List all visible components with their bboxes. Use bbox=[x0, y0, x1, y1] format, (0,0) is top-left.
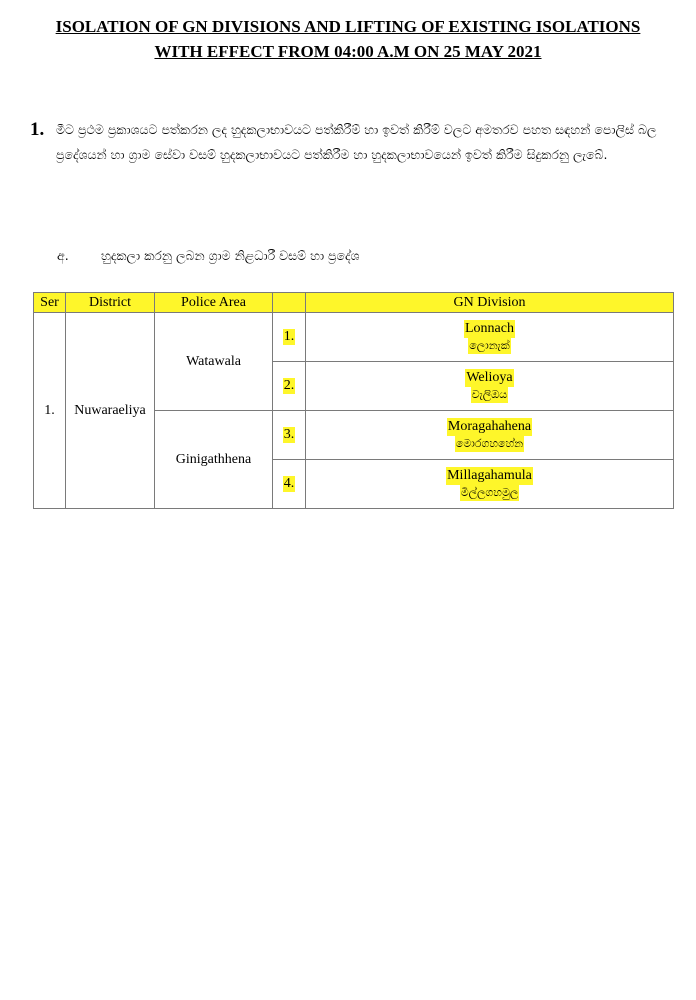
gn-division-cell bbox=[306, 411, 674, 460]
title-line-1: ISOLATION OF GN DIVISIONS AND LIFTING OF EXISTING ISOLATIONS bbox=[55, 17, 641, 36]
gn-english-name: Millagahamula bbox=[447, 468, 532, 483]
row-number-cell: 3. bbox=[273, 411, 306, 460]
police-area-cell: Watawala bbox=[155, 313, 273, 411]
gn-sinhala-name: ලොනැක් bbox=[469, 339, 510, 352]
header-district: District bbox=[66, 293, 155, 313]
row-number-cell: 1. bbox=[273, 313, 306, 362]
police-area-cell: Ginigathhena bbox=[155, 411, 273, 509]
row-number-cell: 2. bbox=[273, 362, 306, 411]
subsection-title: හුදකලා කරනු ලබන ග්‍රාම නිළධාරී වසම් හා ප්‍රදේශ bbox=[100, 248, 360, 263]
row-number-cell: 4. bbox=[273, 460, 306, 509]
gn-english-name: Welioya bbox=[466, 370, 513, 385]
subsection-heading bbox=[57, 248, 360, 264]
gn-division-cell bbox=[306, 460, 674, 509]
header-police-area: Police Area bbox=[155, 293, 273, 313]
gn-division-cell bbox=[306, 313, 674, 362]
section-1 bbox=[30, 117, 675, 167]
header-ser: Ser bbox=[34, 293, 66, 313]
header-number bbox=[273, 293, 306, 313]
section-number: 1. bbox=[30, 119, 45, 140]
gn-english-name: Moragahahena bbox=[447, 419, 532, 434]
gn-division-table bbox=[33, 292, 674, 509]
gn-division-cell bbox=[306, 362, 674, 411]
title-line-2: WITH EFFECT FROM 04:00 A.M ON 25 MAY 2021 bbox=[154, 42, 542, 61]
document-title bbox=[0, 14, 696, 64]
district-cell: Nuwaraeliya bbox=[66, 313, 155, 509]
table-row bbox=[34, 313, 674, 362]
header-gn-division: GN Division bbox=[306, 293, 674, 313]
gn-english-name: Lonnach bbox=[465, 321, 514, 336]
gn-sinhala-name: මොරගහහේන bbox=[455, 437, 524, 450]
subsection-letter: අ. bbox=[57, 248, 69, 263]
ser-cell: 1. bbox=[34, 313, 66, 509]
gn-sinhala-name: මිල්ලගහමුල bbox=[460, 486, 519, 499]
gn-sinhala-name: වැලිඔය bbox=[471, 388, 508, 401]
table-header-row bbox=[34, 293, 674, 313]
section-text: මීට ප්‍රථම ප්‍රකාශයට පත්කරන ලද හුදකලාභාවයට පත්කිරීම් හා ඉවත් කිරීම් වලට අමතරව පහත සඳහන් පොලිස් බල ප්‍රදේශයන් හා ග්‍රාම සේවා වසම් හුදකලාභාවයට පත්කිරීම හා හුදකලාභාවයෙන් ඉවත් කිරීම සිදුකරනු ලැබේ. bbox=[56, 122, 657, 162]
